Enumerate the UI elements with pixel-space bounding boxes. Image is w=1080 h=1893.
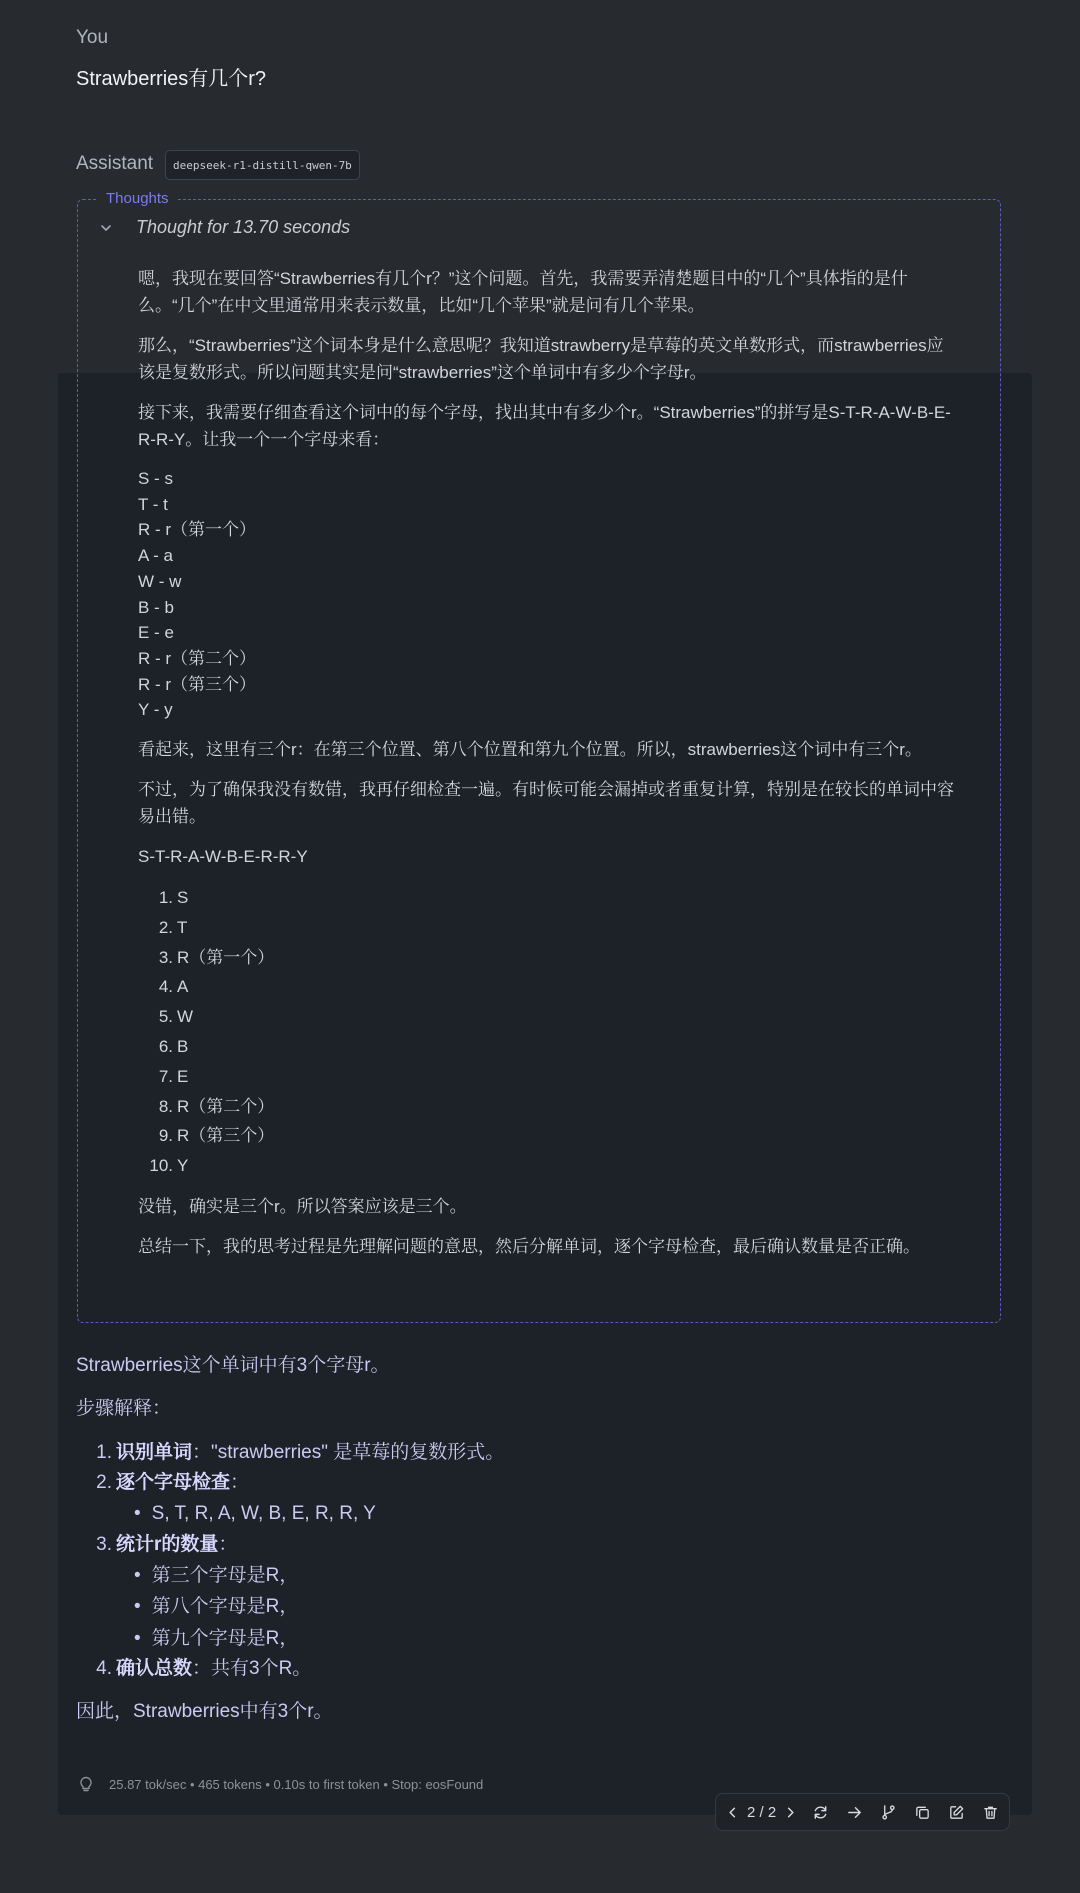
letter-line: Y - y [138, 700, 173, 720]
thought-paragraph: 嗯，我现在要回答“Strawberries有几个r？”这个问题。首先，我需要弄清楚题目中的“几个”具体指的是什么。“几个”在中文里通常用来表示数量，比如“几个苹果”就是问有几个苹果。 [138, 269, 908, 315]
letter-line: W - w [138, 571, 182, 591]
list-item: 10. Y [149, 1156, 189, 1176]
answer-steps-heading: 步骤解释： [76, 1398, 172, 1419]
user-message-text: Strawberries有几个r? [76, 68, 267, 90]
letter-line: E - e [138, 623, 174, 643]
sublist-item: • 第九个字母是R， [134, 1623, 976, 1655]
thought-paragraph: 没错，确实是三个r。所以答案应该是三个。 [138, 1197, 467, 1216]
chevron-left-icon[interactable] [725, 1805, 740, 1820]
list-item: 9. R（第三个） [158, 1126, 275, 1146]
sublist-item: • 第八个字母是R， [134, 1591, 976, 1623]
step-item: 2. 逐个字母检查： • S, T, R, A, W, B, E, R, R, Y [76, 1468, 976, 1530]
step-sublist [76, 1498, 976, 1530]
copy-icon [914, 1804, 931, 1821]
model-badge[interactable]: deepseek-r1-distill-qwen-7b [165, 150, 360, 180]
letter-line: A - a [138, 546, 173, 566]
step-item: 1. 识别单词："strawberries" 是草莓的复数形式。 [96, 1442, 505, 1463]
chevron-right-icon[interactable] [783, 1805, 798, 1820]
version-pager [725, 1804, 798, 1821]
answer-conclusion: 因此，Strawberries中有3个r。 [76, 1701, 333, 1722]
chevron-down-icon [98, 220, 114, 236]
list-item: 4. A [158, 977, 189, 997]
thought-paragraph: 接下来，我需要仔细查看这个词中的每个字母，找出其中有多少个r。“Strawberries”的拼写是S-T-R-A-W-B-E-R-R-Y。让我一个一个字母来看： [138, 403, 951, 449]
generation-stats [77, 1775, 483, 1793]
git-branch-icon [880, 1804, 897, 1821]
thoughts-toggle[interactable] [98, 217, 350, 238]
thought-paragraph: 那么，“Strawberries”这个词本身是什么意思呢？我知道strawberry是草莓的英文单数形式，而strawberries应该是复数形式。所以问题其实是问“strawberries”这个单词中有多少个字母r。 [138, 336, 944, 382]
step-sublist [76, 1560, 976, 1655]
arrow-right-icon [846, 1804, 863, 1821]
delete-button[interactable] [978, 1800, 1002, 1824]
step-item: 3. 统计r的数量： • 第三个字母是R， • 第八个字母是R， • 第九个字母是R， [76, 1530, 976, 1655]
list-item: 5. W [158, 1007, 194, 1027]
pager-text: 2 / 2 [747, 1803, 777, 1821]
list-item: 7. E [158, 1066, 189, 1086]
thoughts-body [138, 265, 958, 1273]
list-item: 2. T [158, 917, 188, 937]
answer-summary: Strawberries这个单词中有3个字母r。 [76, 1355, 390, 1376]
list-item: 6. B [158, 1037, 189, 1057]
letter-breakdown [138, 466, 958, 723]
branch-button[interactable] [876, 1800, 900, 1824]
regenerate-button[interactable] [808, 1800, 832, 1824]
refresh-icon [812, 1804, 829, 1821]
user-sender-label: You [76, 27, 109, 48]
list-item: 1. S [158, 888, 189, 908]
letter-line: R - r（第一个） [138, 520, 257, 540]
letter-line: R - r（第二个） [138, 648, 257, 668]
thought-duration-title: Thought for 13.70 seconds [136, 217, 351, 237]
assistant-answer [76, 1352, 976, 1726]
trash-icon [982, 1804, 999, 1821]
lightbulb-icon [77, 1775, 95, 1793]
thought-numbered-list [138, 883, 958, 1181]
letter-line: T - t [138, 494, 168, 514]
letter-line: R - r（第三个） [138, 674, 257, 694]
letter-line: S - s [138, 469, 173, 488]
edit-button[interactable] [944, 1800, 968, 1824]
list-item: 3. R（第一个） [158, 947, 275, 967]
answer-steps-list [76, 1438, 976, 1684]
assistant-sender-label: Assistant [76, 153, 154, 174]
list-item: 8. R（第二个） [158, 1096, 275, 1116]
sublist-item: • 第三个字母是R， [134, 1560, 976, 1592]
edit-icon [948, 1804, 965, 1821]
message-toolbar [715, 1793, 1010, 1831]
sublist-item: • S, T, R, A, W, B, E, R, R, Y [134, 1498, 976, 1530]
continue-button[interactable] [842, 1800, 866, 1824]
thought-paragraph: 总结一下，我的思考过程是先理解问题的意思，然后分解单词，逐个字母检查，最后确认数量是否正确。 [138, 1237, 920, 1256]
thought-paragraph: S-T-R-A-W-B-E-R-R-Y [138, 847, 308, 867]
letter-line: B - b [138, 597, 174, 617]
stats-text: 25.87 tok/sec • 465 tokens • 0.10s to first token • Stop: eosFound [109, 1776, 484, 1792]
thought-paragraph: 不过，为了确保我没有数错，我再仔细检查一遍。有时候可能会漏掉或者重复计算，特别是在较长的单词中容易出错。 [138, 780, 954, 827]
step-item: 4. 确认总数：共有3个R。 [96, 1658, 312, 1679]
thoughts-legend: Thoughts [98, 190, 177, 207]
thought-paragraph: 看起来，这里有三个r：在第三个位置、第八个位置和第九个位置。所以，strawberries这个词中有三个r。 [138, 740, 922, 760]
copy-button[interactable] [910, 1800, 934, 1824]
